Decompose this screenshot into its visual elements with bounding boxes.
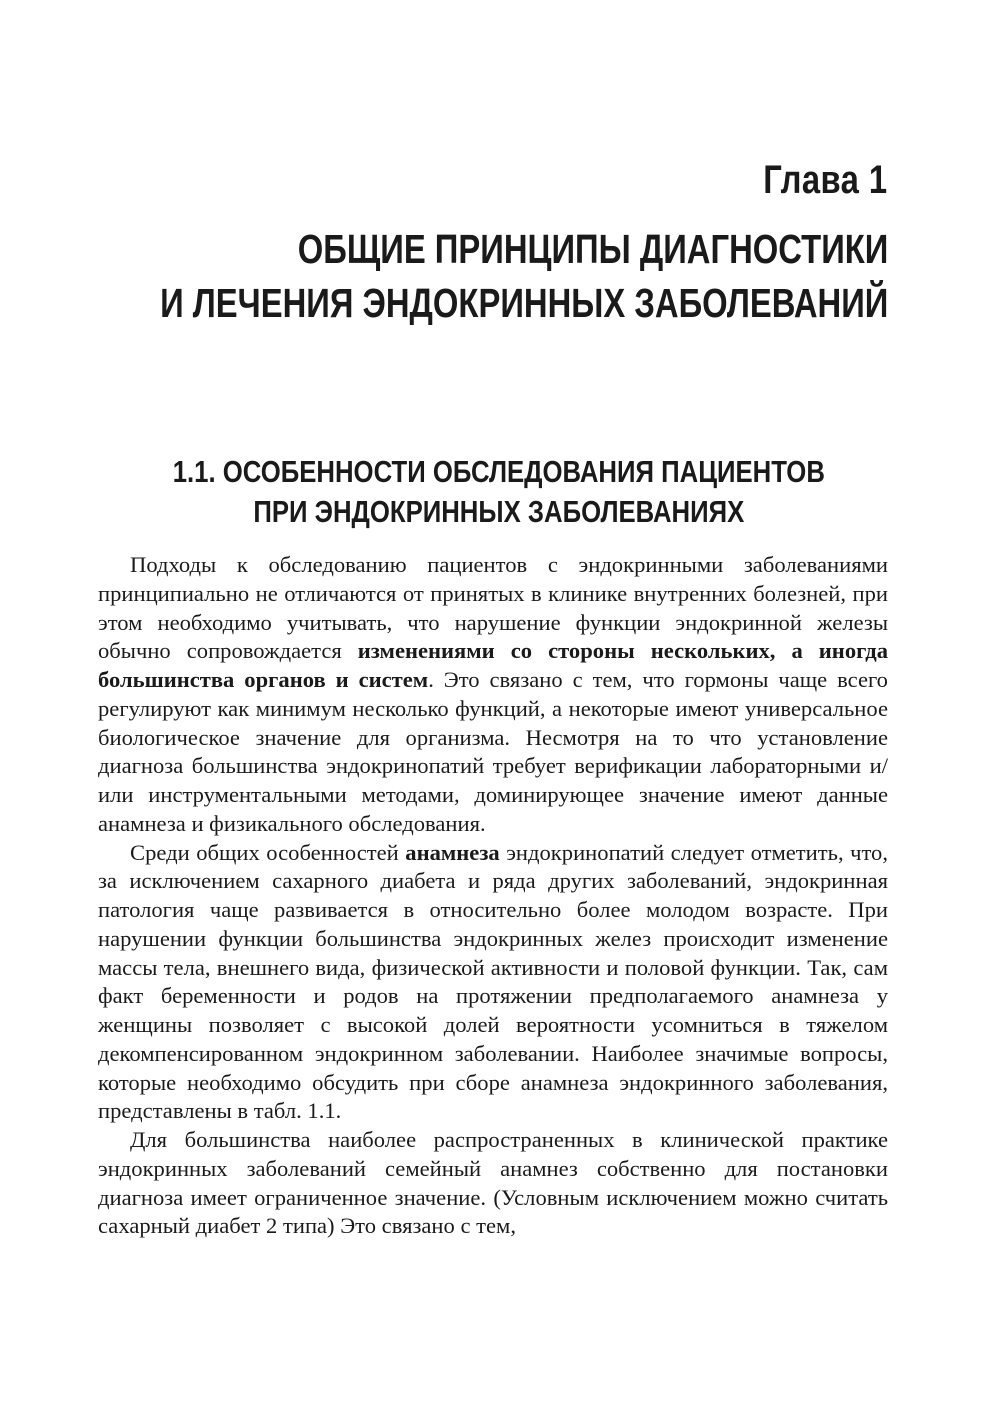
paragraph-3: Для большинства наиболее распространенных в клинической практике эндокринных заболеваний семейный анамнез собственно для постановки диагноза имеет ограниченное значение. (Условным исключением можно считать сахарный диабет 2 типа) Это связано с тем, [98,1127,888,1239]
section-heading-line-1: 1.1. ОСОБЕННОСТИ ОБСЛЕДОВАНИЯ ПАЦИЕНТОВ [172,454,825,489]
paragraph-2-text-a: Среди общих особенностей [130,839,406,865]
chapter-title-line-1: ОБЩИЕ ПРИНЦИПЫ ДИАГНОСТИКИ [297,226,888,272]
paragraph-1-text-a: Подходы к обследованию пациентов с эндокринными заболеваниями принципиально не отличаются от принятых в клинике внутренних болезней, при этом необходимо учитывать, что нарушение функции эндокринной железы обычно сопровождается [98,552,888,664]
paragraph-2-bold: анамнеза [405,839,500,865]
body-text [98,551,888,1241]
paragraph-2-text-b: эндокринопатий следует отметить, что, за исключением сахарного диабета и ряда других заболеваний, эндокринная патология чаще развивается в относительно более молодом возрасте. При нарушении функции большинства эндокринных желез происходит изменение массы тела, внешнего вида, физической активности и половой функции. Так, сам факт беременности и родов на протяжении предполагаемого анамнеза у женщины позволяет с высокой долей вероятности усомниться в тяжелом декомпенсированном эндокринном заболевании. Наиболее значимые вопросы, которые необходимо обсудить при сборе анамнеза эндокринного заболевания, представлены в табл. 1.1. [98,839,888,1124]
paragraph-1-bold: изменениями со стороны нескольких, а иногда большинства органов и систем [98,638,888,692]
paragraph-2 [98,839,888,1127]
paragraph-1-text-b: . Это связано с тем, что гормоны чаще всего регулируют как минимум несколько функций, а некоторые имеют универсальное биологическое значение для организма. Несмотря на то что установление диагноза большинства эндокринопатий требует верификации лабораторными и/или инструментальными методами, доминирующее значение имеют данные анамнеза и физикального обследования. [98,667,888,836]
paragraph-1 [98,551,888,839]
chapter-label: Глава 1 [763,158,888,202]
chapter-title [160,222,888,330]
section-heading [84,452,914,532]
section-heading-line-2: ПРИ ЭНДОКРИННЫХ ЗАБОЛЕВАНИЯХ [253,494,745,529]
chapter-title-line-2: И ЛЕЧЕНИЯ ЭНДОКРИННЫХ ЗАБОЛЕВАНИЙ [159,280,888,326]
